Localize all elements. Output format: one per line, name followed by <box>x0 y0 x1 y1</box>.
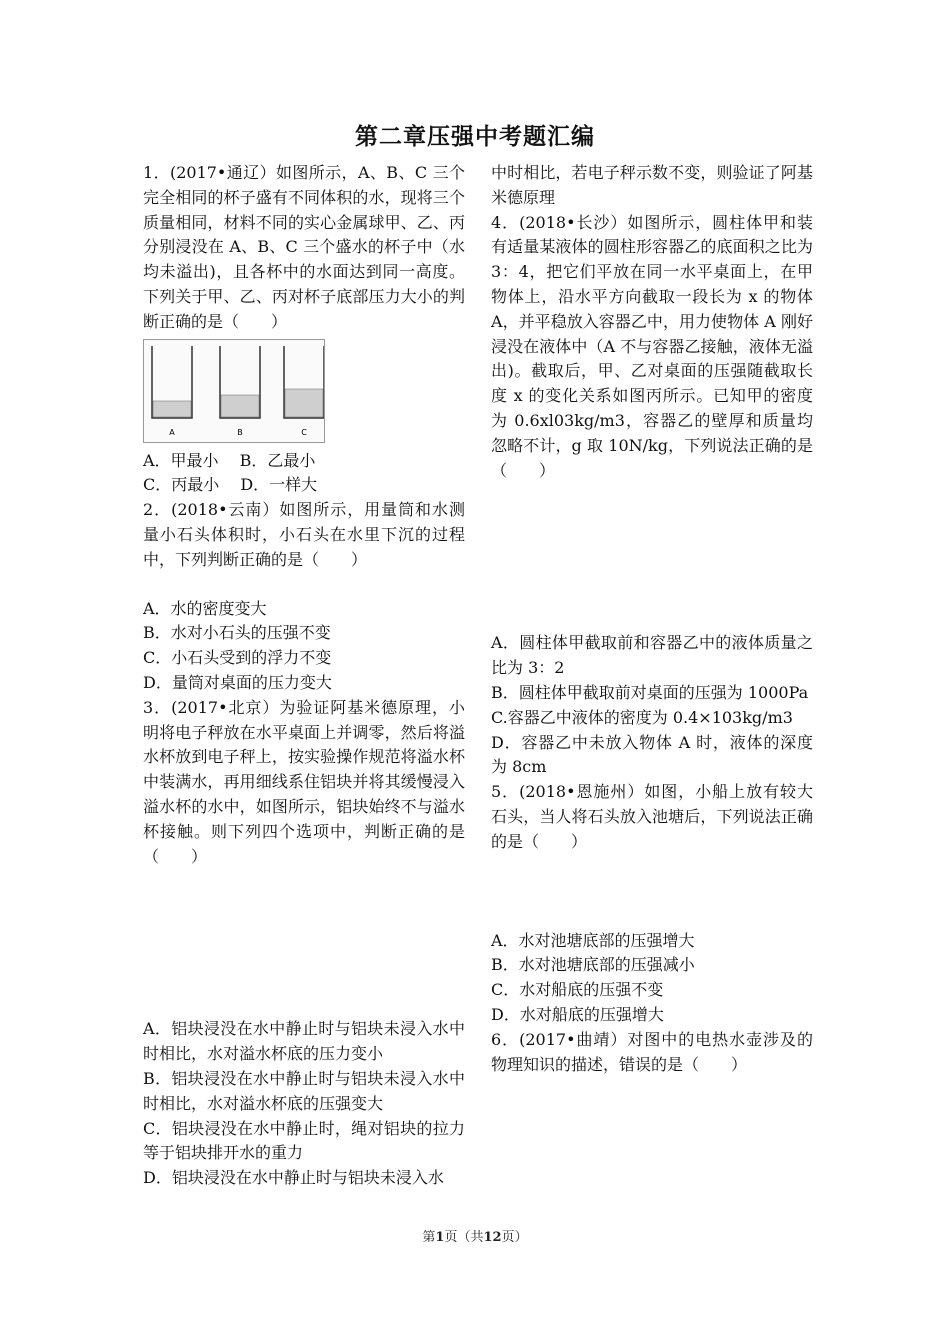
question-4-option-d: D．容器乙中未放入物体 A 时，液体的深度为 8cm <box>491 732 813 777</box>
page-title: 第二章压强中考题汇编 <box>355 123 595 150</box>
figure-placeholder <box>143 573 465 597</box>
left-column <box>143 161 465 1191</box>
right-column <box>491 161 813 1077</box>
question-5-option-c: C．水对船底的压强不变 <box>491 980 664 1000</box>
question-3-continued: 中时相比，若电子秤示数不变，则验证了阿基米德原理 <box>491 163 813 207</box>
question-4-option-b: B．圆柱体甲截取前对桌面的压强为 1000Pa <box>491 682 809 702</box>
footer-prefix: 第 <box>422 1230 436 1245</box>
question-2-option-c: C．小石头受到的浮力不变 <box>143 648 332 668</box>
figure-placeholder <box>491 483 813 631</box>
question-6-text: 6．(2017•曲靖）对图中的电热水壶涉及的物理知识的描述，错误的是（ ） <box>491 1029 813 1074</box>
question-3-text: 3．(2017•北京）为验证阿基米德原理，小明将电子秤放在水平桌面上并调零，然后将溢水杯放到电子秤上，按实验操作规范将溢水杯中装满水，再用细线系住铝块并将其缓慢浸入溢水杯的水中，如图所示，铝块始终不与溢水杯接触。则下列四个选项中，判断正确的是（ ） <box>143 697 465 866</box>
question-1-figure <box>143 339 325 443</box>
question-1-text: 1．(2017•通辽）如图所示，A、B、C 三个完全相同的杯子盛有不同体积的水，现将三个质量相同，材料不同的实心金属球甲、乙、丙分别浸没在 A、B、C 三个盛水的杯子中（水均未溢出)，且各杯中的水面达到同一高度。下列关于甲、乙、丙对杯子底部压力大小的判断正确的是（ ） <box>143 163 465 331</box>
footer-page-number: 1 <box>435 1230 445 1245</box>
figure-placeholder <box>143 869 465 1017</box>
question-1-options-row2: C．丙最小 D．一样大 <box>143 475 318 495</box>
page-footer <box>0 1226 950 1245</box>
footer-middle: 页（共 <box>444 1230 484 1245</box>
cup-label-a: A <box>169 427 175 437</box>
question-3-option-a: A．铝块浸没在水中静止时与铝块未浸入水中时相比，水对溢水杯底的压力变小 <box>143 1019 465 1064</box>
question-3-option-d: D．铝块浸没在水中静止时与铝块未浸入水 <box>143 1168 444 1188</box>
cup-label-c: C <box>301 427 307 437</box>
footer-suffix: 页） <box>501 1230 528 1245</box>
question-5-option-d: D．水对船底的压强增大 <box>491 1004 664 1024</box>
question-2-text: 2．(2018•云南）如图所示，用量筒和水测量小石头体积时，小石头在水里下沉的过程中，下列判断正确的是（ ） <box>143 500 465 569</box>
cup-label-b: B <box>237 427 243 437</box>
question-3-option-c: C．铝块浸没在水中静止时，绳对铝块的拉力等于铝块排开水的重力 <box>143 1118 465 1163</box>
question-3-option-b: B．铝块浸没在水中静止时与铝块未浸入水中时相比，水对溢水杯底的压强变大 <box>143 1068 465 1113</box>
figure-placeholder <box>491 855 813 929</box>
three-cups-diagram <box>144 340 324 442</box>
question-1-options-row1: A．甲最小 B．乙最小 <box>143 450 316 470</box>
question-5-option-b: B．水对池塘底部的压强减小 <box>491 955 695 975</box>
question-5-text: 5．(2018•恩施州）如图，小船上放有较大石头，当人将石头放入池塘后，下列说法正确的是（ ） <box>491 782 813 851</box>
question-4-option-a: A．圆柱体甲截取前和容器乙中的液体质量之比为 3：2 <box>491 633 813 678</box>
question-4-option-c: C.容器乙中液体的密度为 0.4×103kg/m3 <box>491 707 793 727</box>
question-5-option-a: A．水对池塘底部的压强增大 <box>491 930 695 950</box>
footer-total-pages: 12 <box>483 1230 502 1245</box>
question-2-option-d: D．量筒对桌面的压力变大 <box>143 672 332 692</box>
question-2-option-b: B．水对小石头的压强不变 <box>143 623 331 643</box>
question-4-text: 4．(2018•长沙）如图所示，圆柱体甲和装有适量某液体的圆柱形容器乙的底面积之比为 3：4，把它们平放在同一水平桌面上，在甲物体上，沿水平方向截取一段长为 x 的物体 A，并平稳放入容器乙中，用力使物体 A 刚好浸没在液体中（A 不与容器乙接触，液体无溢出)。截取后，甲、乙对桌面的压强随截取长度 x 的变化关系如图丙所示。已知甲的密度为 0.6xl03kg/m3，容器乙的壁厚和质量均忽略不计，g 取 10N/kg，下列说法正确的是（ ） <box>491 212 813 480</box>
question-2-option-a: A．水的密度变大 <box>143 598 267 618</box>
